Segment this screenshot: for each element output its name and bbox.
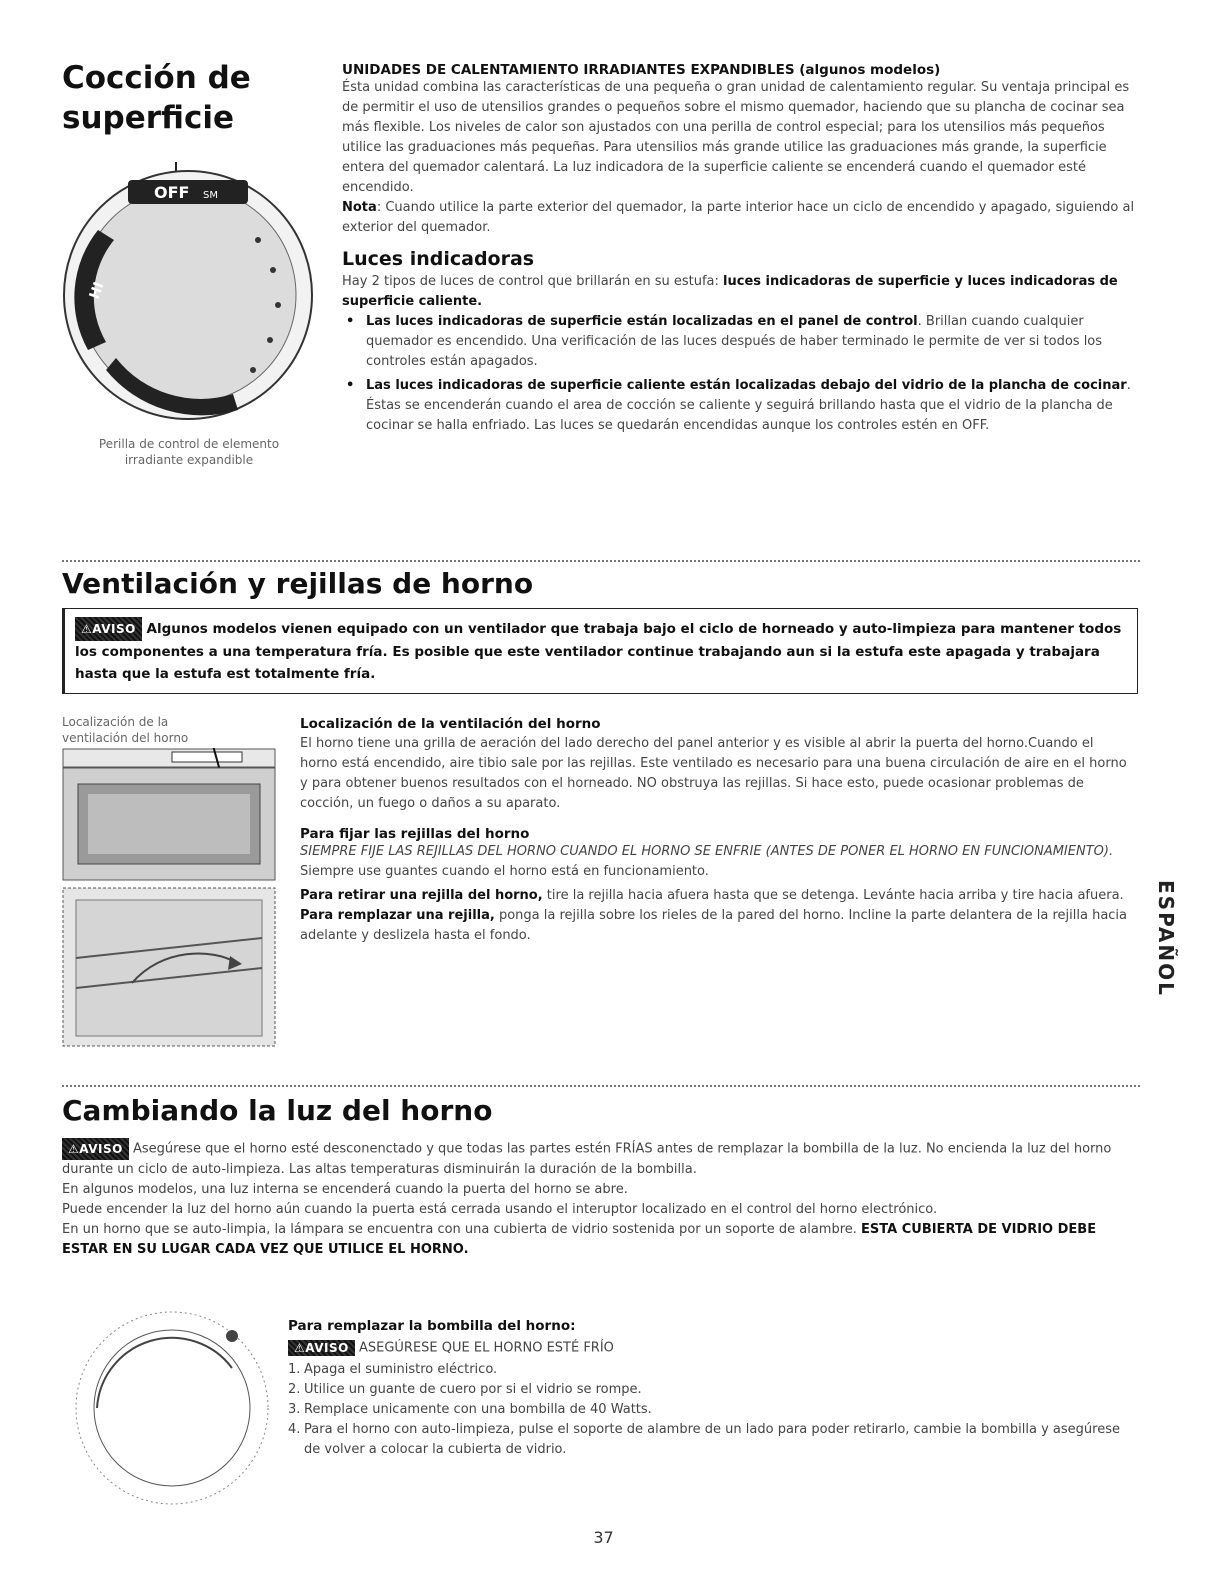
location-heading: Localización de la ventilación del horno [300, 716, 601, 732]
replace-bulb-section [288, 1318, 1138, 1460]
lights-intro-text: Hay 2 tipos de luces de control que brillarán en su estufa: [342, 274, 724, 289]
vent-caption-line-1: Localización de la [62, 715, 169, 729]
step-text: Para el horno con auto-limpieza, pulse el soporte de alambre de un lado para poder retirarlo, cambie la bombilla y asegúrese de volver a colocar la cubierta de vidrio. [304, 1422, 1120, 1457]
knob-illustration [58, 160, 318, 430]
lights-heading: Luces indicadoras [342, 248, 535, 270]
remove-rack-text [300, 886, 1130, 906]
section-title-vent: Ventilación y rejillas de horno [62, 567, 534, 600]
surface-content [342, 62, 1140, 436]
racks-text [300, 842, 1130, 882]
note-label: Nota [342, 200, 377, 215]
remove-rack-plain: tire la rejilla hacia afuera hasta que se detenga. Levánte hacia arriba y tire hacia afuera. [542, 888, 1124, 903]
step-number: 1. [288, 1362, 301, 1377]
lights-intro [342, 272, 1140, 312]
list-item [342, 312, 1140, 372]
knob-icon [58, 160, 318, 430]
step-number: 3. [288, 1402, 301, 1417]
bulb-illustration [62, 1298, 272, 1508]
racks-text-plain: Siempre use guantes cuando el horno está en funcionamiento. [300, 864, 709, 879]
light-warning [62, 1138, 1140, 1180]
list-item [342, 376, 1140, 436]
bullet-1-bold: Las luces indicadoras de superficie están localizadas en el panel de control [366, 314, 918, 329]
list-item [288, 1420, 1138, 1460]
replace-bulb-heading: Para remplazar la bombilla del horno: [288, 1318, 576, 1334]
replace-rack-plain: ponga la rejilla sobre los rieles de la pared del horno. Incline la parte delantera de la rejilla hacia adelante y deslizela hasta el fondo. [300, 908, 1128, 943]
racks-italic: SIEMPRE FIJE LAS REJILLAS DEL HORNO CUANDO EL HORNO SE ENFRIE (ANTES DE PONER EL HORNO EN FUNCIONAMIENTO). [300, 844, 1114, 859]
expandable-heading: UNIDADES DE CALENTAMIENTO IRRADIANTES EXPANDIBLES (algunos modelos) [342, 62, 941, 78]
expandable-paragraph: Ésta unidad combina las características de una pequeña o gran unidad de calentamiento regular. Su ventaja principal es de permitir el uso de utensilios grandes o pequeños sobre el mismo quemador, haciendo que su plancha de cocinar sea más flexible. Los niveles de calor son ajustados con una perilla de control especial; para los utensilios más pequeños utilice las graduaciones más pequeñas. Para utensilios más grande utilice las graduaciones más grande, la superficie entera del quemador calentará. La luz indicadora de la superficie caliente se encenderá cuando el quemador esté encendido. [342, 80, 1130, 195]
vent-content [300, 716, 1130, 946]
racks-heading: Para fijar las rejillas del horno [300, 826, 530, 842]
light-warning-text: Asegúrese que el horno esté desconenctado y que todas las partes estén FRÍAS antes de remplazar la bombilla de la luz. No encienda la luz del horno durante un ciclo de auto-limpieza. Las altas temperaturas disminuirán la duración de la bombilla. [62, 1141, 1112, 1177]
replace-steps [288, 1360, 1138, 1460]
oven-icon [62, 748, 276, 1048]
bullet-2-bold: Las luces indicadoras de superficie caliente están localizadas debajo del vidrio de la plancha de cocinar [366, 378, 1127, 393]
step-number: 4. [288, 1422, 301, 1437]
light-para-2: En algunos modelos, una luz interna se encenderá cuando la puerta del horno se abre. [62, 1182, 628, 1197]
expandable-text [342, 78, 1140, 198]
note-text: : Cuando utilice la parte exterior del quemador, la parte interior hace un ciclo de encendido y apagado, siguiendo al exterior del quemador. [342, 200, 1135, 235]
list-item [288, 1380, 1138, 1400]
list-item [288, 1360, 1138, 1380]
light-para-4-bold: ESTA CUBIERTA DE VIDRIO DEBE ESTAR EN SU LUGAR CADA VEZ QUE UTILICE EL HORNO. [62, 1222, 1097, 1257]
svg-text:SM: SM [203, 190, 218, 201]
vent-caption-line-2: ventilación del horno [62, 731, 189, 745]
knob-caption-line-1: Perilla de control de elemento [98, 437, 280, 451]
bullet-2-text: . Éstas se encenderán cuando el area de cocción se caliente y seguirá brillando hasta que el vidrio de la plancha de cocinar se halla enfriado. Las luces se quedarán encendidas aunque los controles estén en OFF. [366, 378, 1131, 433]
replace-rack-bold: Para remplazar una rejilla, [300, 908, 495, 923]
vent-warning-text: Algunos modelos vienen equipado con un ventilador que trabaja bajo el ciclo de horneado y auto-limpieza para mantener todos los componentes a una temperatura fría. Es posible que este ventilador continue trabajando aun si la estufa este apagada y trabajara hasta que la estufa est totalmente fría. [75, 621, 1122, 682]
light-para-4 [62, 1220, 1140, 1260]
step-number: 2. [288, 1382, 301, 1397]
light-para-4-text: En un horno que se auto-limpia, la lámpara se encuentra con una cubierta de vidrio sostenida por un soporte de alambre. [62, 1222, 862, 1237]
svg-text:HI: HI [86, 279, 108, 302]
knob-caption-line-2: irradiante expandible [124, 453, 254, 467]
side-tab-label: ESPAÑOL [1154, 880, 1178, 997]
list-item [288, 1400, 1138, 1420]
step-text: Remplace unicamente con una bombilla de 40 Watts. [304, 1402, 652, 1417]
divider-1 [62, 560, 1140, 562]
location-text: El horno tiene una grilla de aeración del lado derecho del panel anterior y es visible al abrir la puerta del horno.Cuando el horno está encendido, aire tibio sale por las rejillas. Este ventilado es necesario para una buena circulación de aire en el horno y para obtener buenos resultados con el horneado. NO obstruya las rejillas. Si hace esto, puede ocasionar problemas de cocción, un fuego o daños a su aparato. [300, 736, 1127, 811]
step-text: Utilice un guante de cuero por si el vidrio se rompe. [304, 1382, 642, 1397]
replace-bulb-warning [288, 1340, 1138, 1356]
side-tab-language [1150, 880, 1180, 997]
warning-badge: ⚠AVISO [75, 617, 142, 641]
page-number: 37 [593, 1528, 614, 1547]
section-title-light: Cambiando la luz del horno [62, 1094, 493, 1127]
remove-rack-bold: Para retirar una rejilla del horno, [300, 888, 543, 903]
section-title-surface [62, 58, 251, 138]
light-para-3: Puede encender la luz del horno aún cuando la puerta está cerrada usando el interuptor localizado en el control del horno electrónico. [62, 1202, 938, 1217]
svg-text:OFF: OFF [154, 183, 190, 202]
replace-rack-text [300, 906, 1130, 946]
title-line-1: Cocción de [62, 60, 251, 96]
oven-lamp-icon [62, 1298, 272, 1508]
note-paragraph [342, 198, 1140, 238]
lights-bullets [342, 312, 1140, 436]
replace-bulb-warning-text: ASEGÚRESE QUE EL HORNO ESTÉ FRÍO [358, 1340, 614, 1356]
warning-badge: ⚠AVISO [288, 1340, 355, 1356]
warning-badge: ⚠AVISO [62, 1138, 129, 1160]
lights-intro-bold: luces indicadoras de superficie y luces indicadoras de superficie caliente. [342, 274, 1118, 309]
knob-caption [58, 436, 320, 468]
step-text: Apaga el suministro eléctrico. [304, 1362, 498, 1377]
light-content [62, 1138, 1140, 1260]
title-line-2: superficie [62, 100, 235, 136]
oven-illustration [62, 748, 276, 1048]
vent-warning-box [62, 608, 1138, 694]
bullet-1-text: . Brillan cuando cualquier quemador es encendido. Una verificación de las luces después de haber terminado le permite de ver si todos los controles están apagados. [366, 314, 1103, 369]
vent-image-caption [62, 714, 188, 746]
divider-2 [62, 1085, 1140, 1087]
